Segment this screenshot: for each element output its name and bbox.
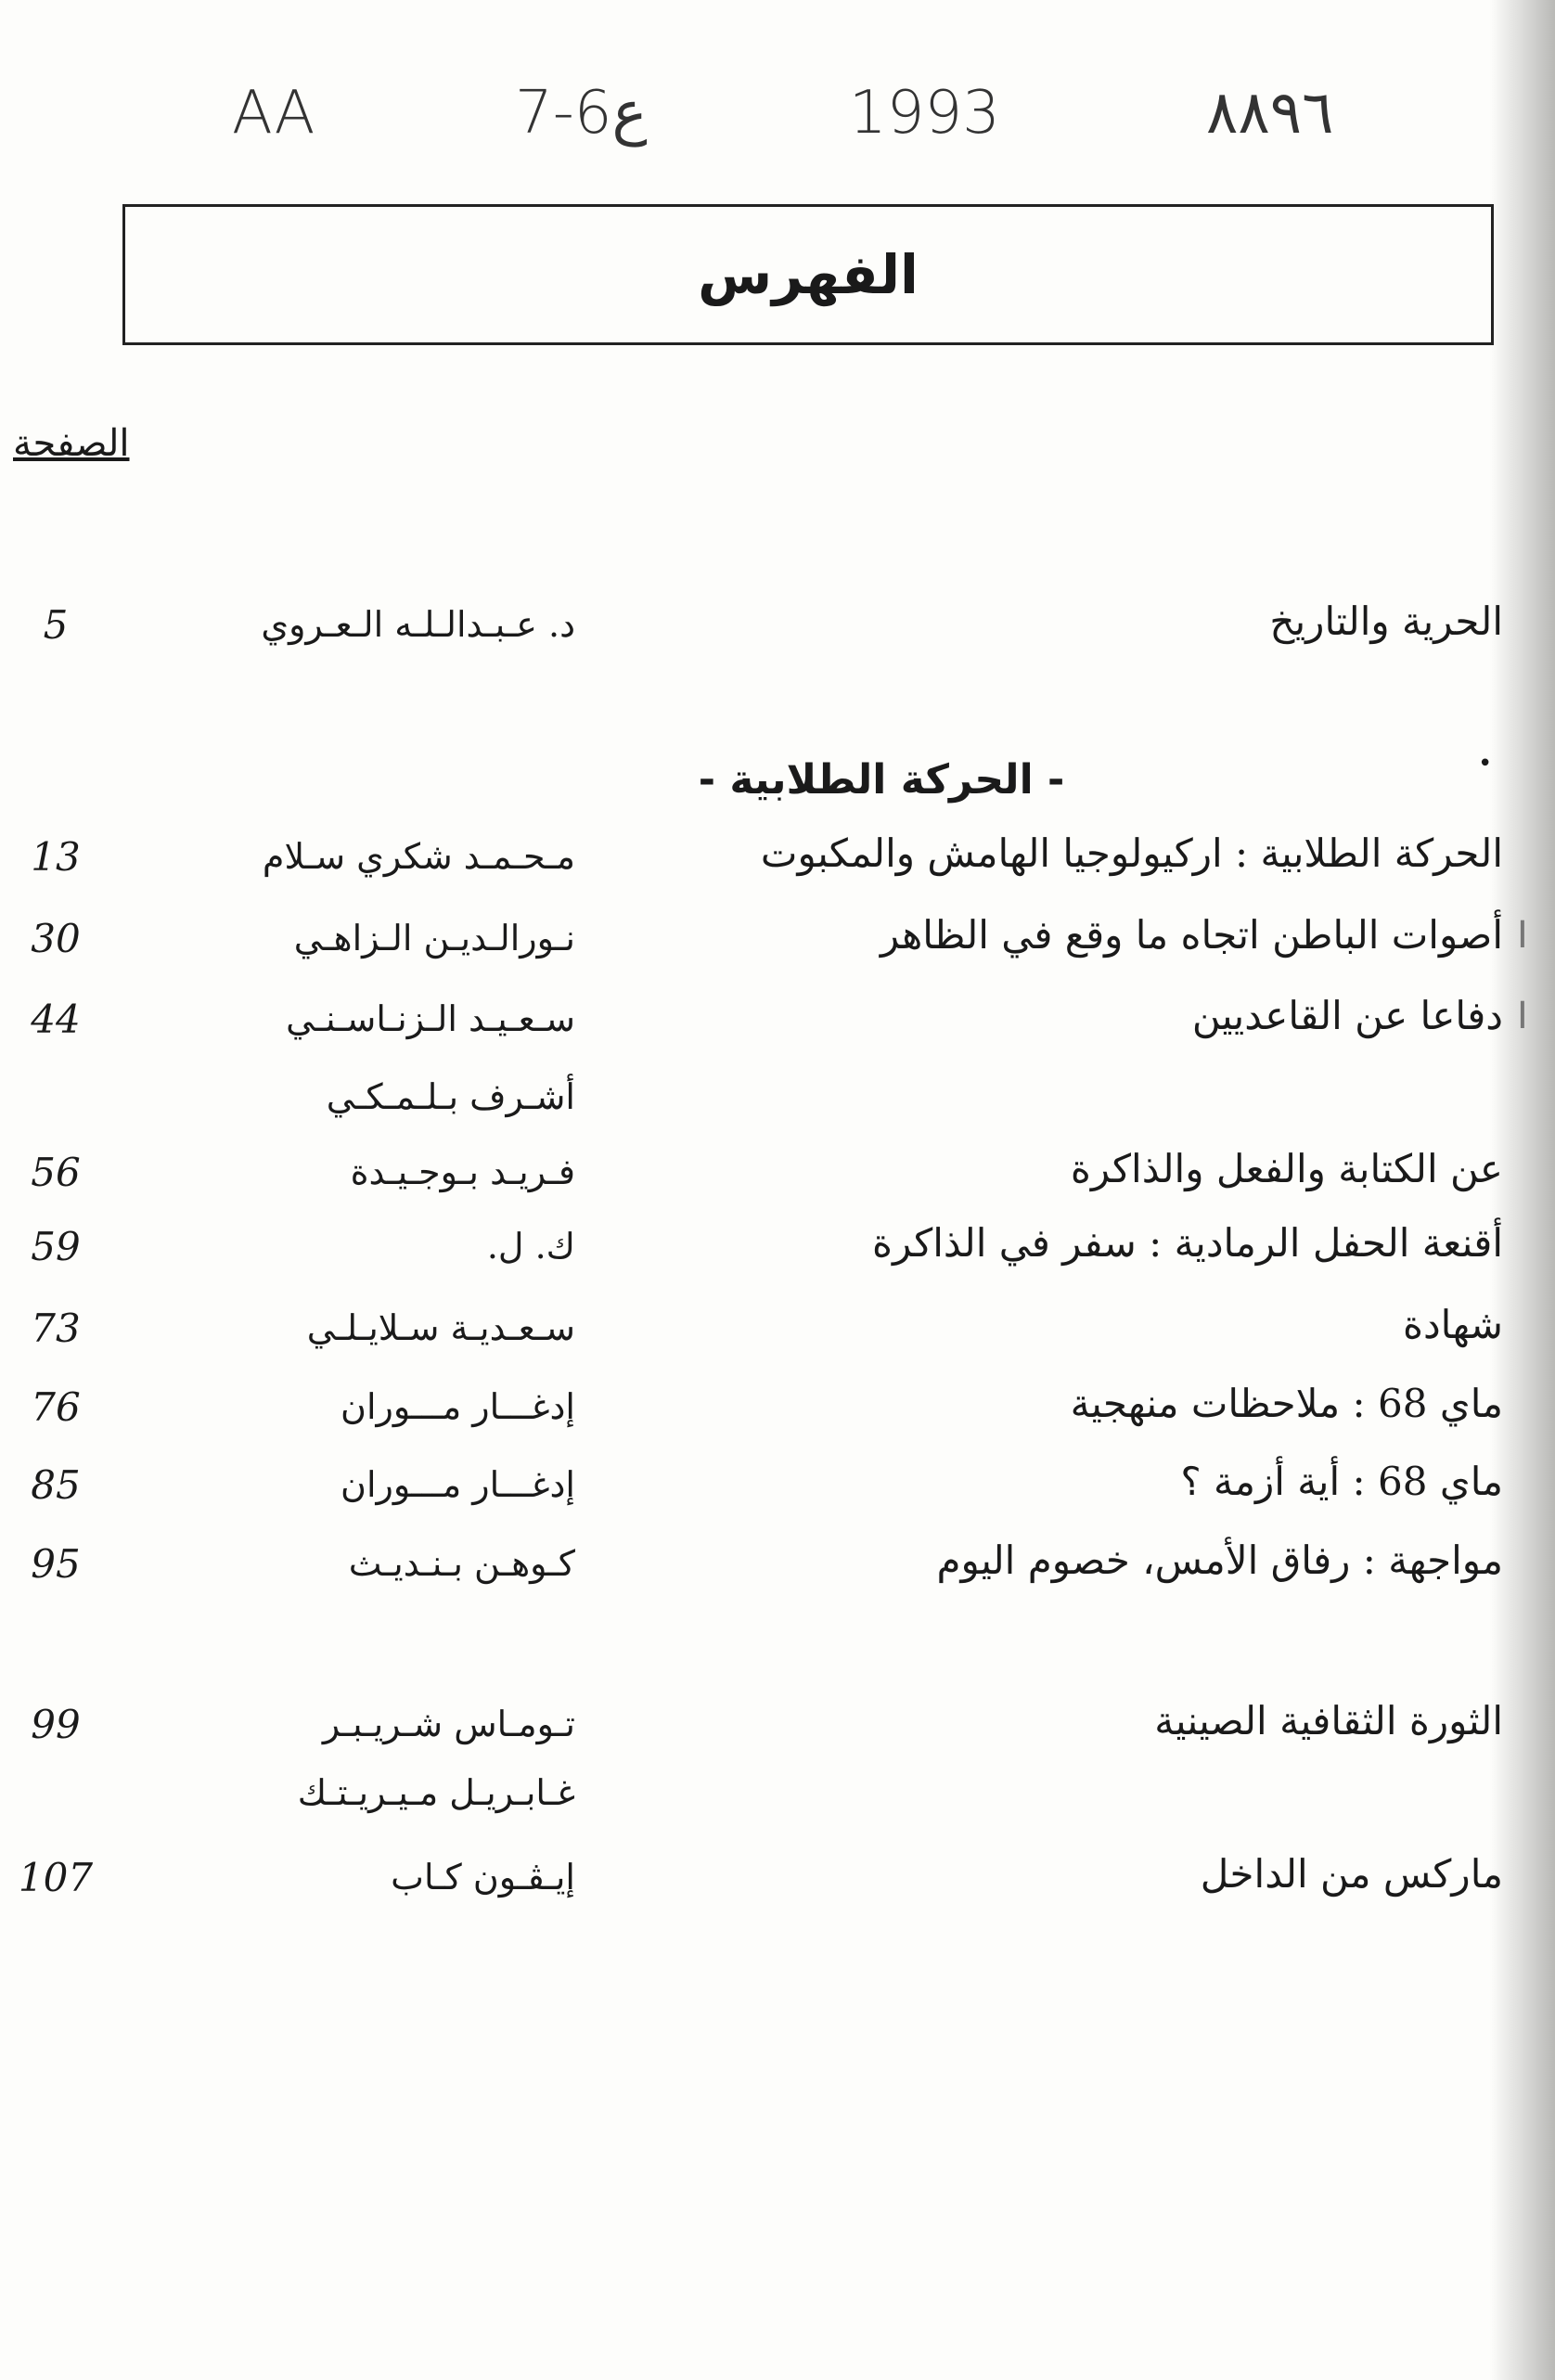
bullet-mark: • bbox=[1478, 750, 1493, 778]
entry-title: دفاعا عن القاعديين bbox=[1191, 993, 1503, 1038]
entry-author: فـريـد بـوجـيـدة bbox=[350, 1151, 575, 1192]
toc-entry bbox=[0, 1146, 1555, 1202]
entry-title: أصوات الباطن اتجاه ما وقع في الظاهر bbox=[880, 912, 1503, 958]
handwritten-number: ٨٨٩٦ bbox=[1206, 79, 1334, 148]
entry-author: ك. ل. bbox=[486, 1226, 575, 1267]
entry-title: الحرية والتاريخ bbox=[1269, 598, 1503, 644]
toc-entry bbox=[0, 1459, 1555, 1514]
handwritten-issue: 7-6ع bbox=[515, 79, 648, 148]
entry-page: 59 bbox=[31, 1224, 81, 1269]
toc-entry bbox=[0, 912, 1555, 968]
entry-author: مـحـمـد شكري سـلام bbox=[262, 836, 575, 877]
toc-entry bbox=[0, 1302, 1555, 1357]
entry-author: د. عـبـدالـلـه الـعـروي bbox=[261, 604, 575, 645]
toc-entry bbox=[0, 598, 1555, 654]
entry-page: 5 bbox=[43, 602, 69, 648]
entry-page: 95 bbox=[31, 1541, 81, 1587]
handwritten-code: AA bbox=[232, 79, 315, 148]
entry-author: إدغـــار مـــوران bbox=[341, 1464, 575, 1505]
entry-author: إيـڤـون كـاب bbox=[391, 1857, 575, 1898]
entry-title: أقنعة الحفل الرمادية : سفر في الذاكرة bbox=[872, 1220, 1503, 1266]
entry-author: سـعـيـد الـزنـاسـنـي bbox=[286, 998, 575, 1039]
entry-title: الثورة الثقافية الصينية bbox=[1154, 1698, 1503, 1743]
entry-page: 73 bbox=[31, 1306, 81, 1351]
entry-title: ماي 68 : أية أزمة ؟ bbox=[1180, 1459, 1503, 1504]
entry-author-second: غـابـريـل مـيـريـتـك bbox=[297, 1772, 575, 1813]
entry-author-second: أشـرف بـلـمـكـي bbox=[326, 1076, 575, 1117]
entry-author: نـورالـديـن الـزاهـي bbox=[293, 918, 575, 958]
toc-entry bbox=[0, 1220, 1555, 1276]
entry-page: 13 bbox=[31, 834, 81, 880]
page-column-header: الصفحة bbox=[13, 422, 130, 465]
entry-page: 56 bbox=[31, 1150, 81, 1195]
handwritten-year: 1993 bbox=[849, 79, 1000, 148]
entry-author: تـومـاس شـريـبـر bbox=[322, 1704, 575, 1744]
entry-page: 99 bbox=[31, 1702, 81, 1747]
toc-entry bbox=[0, 1381, 1555, 1436]
entry-title: عن الكتابة والفعل والذاكرة bbox=[1070, 1146, 1503, 1191]
entry-page: 30 bbox=[31, 916, 81, 961]
entry-page: 44 bbox=[31, 997, 81, 1042]
pencil-mark: I bbox=[1517, 914, 1528, 957]
title-box bbox=[122, 204, 1494, 345]
entry-title: ماركس من الداخل bbox=[1200, 1851, 1503, 1897]
entry-author: سـعـديـة سـلايـلـي bbox=[306, 1307, 575, 1348]
entry-page: 107 bbox=[18, 1855, 94, 1900]
toc-entry bbox=[0, 993, 1555, 1117]
toc-entry bbox=[0, 1851, 1555, 1907]
page-title: الفهرس bbox=[698, 243, 919, 306]
toc-entry bbox=[0, 1698, 1555, 1813]
entry-page: 76 bbox=[31, 1384, 81, 1430]
entry-title: ماي 68 : ملاحظات منهجية bbox=[1070, 1381, 1503, 1426]
entry-title: شهادة bbox=[1402, 1302, 1503, 1347]
entry-page: 85 bbox=[31, 1462, 81, 1508]
toc-entry bbox=[0, 830, 1555, 886]
toc-entry bbox=[0, 1537, 1555, 1593]
entry-author: إدغـــار مـــوران bbox=[341, 1386, 575, 1427]
pencil-mark: I bbox=[1517, 995, 1528, 1037]
entry-author: كـوهـن بـنـديـث bbox=[348, 1543, 575, 1584]
section-heading-student-movement: - الحركة الطلابية - bbox=[698, 756, 1065, 804]
entry-title: مواجهة : رفاق الأمس، خصوم اليوم bbox=[936, 1537, 1503, 1583]
entry-title: الحركة الطلابية : اركيولوجيا الهامش والمكبوت bbox=[760, 830, 1503, 876]
